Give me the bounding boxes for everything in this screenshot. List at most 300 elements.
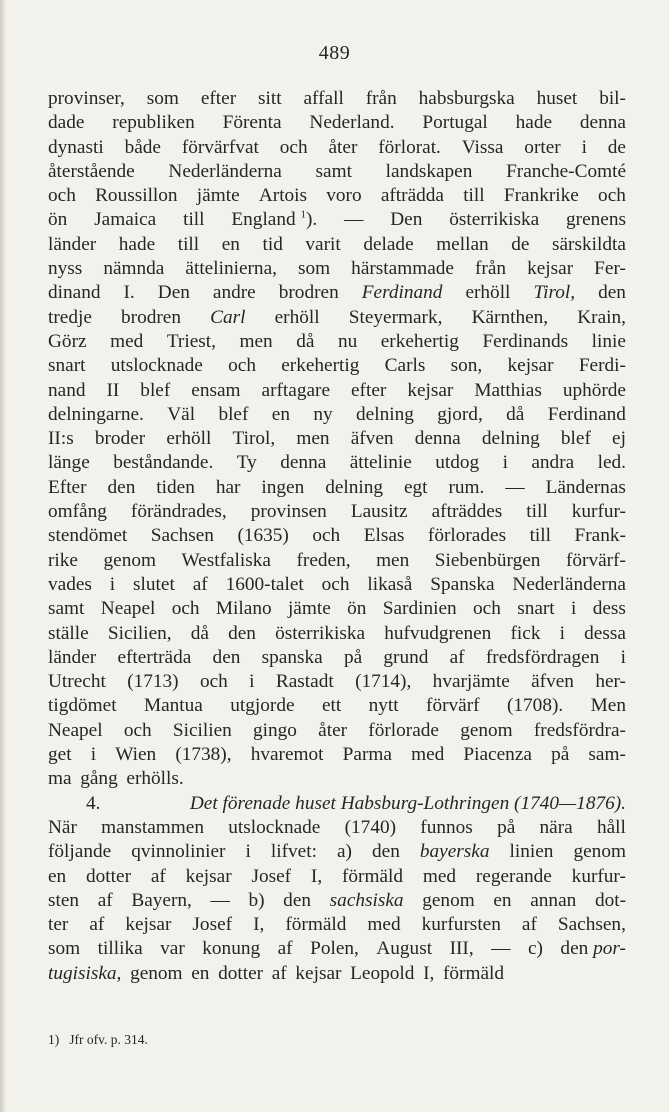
word: af [277, 938, 293, 960]
word: denna [414, 428, 461, 450]
word: son, [450, 355, 483, 377]
word: efter [351, 379, 387, 401]
word: på [551, 744, 570, 766]
word: I. [123, 282, 135, 304]
word: (1635) [237, 525, 289, 547]
word: — [210, 889, 230, 911]
word: förlorade [368, 719, 439, 741]
word: habsburgska [418, 88, 515, 109]
word: af [271, 962, 287, 984]
word: med [110, 330, 144, 352]
word: tiden [156, 476, 195, 498]
word: förändrades, [130, 501, 227, 523]
word: nämnda [103, 258, 165, 280]
text-line [48, 501, 626, 525]
word: i [620, 646, 626, 668]
word: Ferdinands [482, 330, 569, 352]
word: delning [481, 428, 540, 450]
word: Westfaliska [181, 549, 271, 571]
word: Ferdinand [547, 403, 626, 425]
word: och [228, 355, 256, 377]
word: i [502, 452, 508, 474]
word: och [199, 671, 228, 693]
text-line [48, 137, 626, 161]
word: Den [157, 282, 190, 304]
word: Matthias [474, 379, 542, 401]
word: men [296, 428, 330, 450]
word: ett [321, 695, 342, 717]
word: Tirol, [232, 428, 276, 450]
word: regerande [475, 865, 552, 887]
word: kurfur- [571, 501, 626, 523]
word: Roussillon [95, 185, 178, 207]
word: med [411, 744, 445, 766]
word: och [321, 573, 350, 595]
word: och [279, 136, 308, 158]
word: III, [449, 938, 474, 960]
word: då [190, 622, 209, 644]
word: följande [48, 841, 112, 863]
word: till [529, 525, 552, 547]
word: återstående [48, 160, 135, 182]
word: blef [560, 428, 591, 450]
word: nyss [48, 258, 83, 280]
word: på [343, 646, 363, 668]
word: likaså [367, 573, 413, 595]
word: Franche-Comté [506, 160, 626, 182]
text-line [48, 574, 626, 598]
word: erhöll [274, 306, 320, 328]
word: de [511, 233, 530, 255]
word: bayerska [419, 841, 490, 863]
word: kejsar [185, 865, 232, 887]
word: och [123, 719, 152, 741]
word: på [497, 816, 516, 838]
word: c) [527, 938, 543, 960]
word: håll [596, 816, 626, 838]
word: de [607, 136, 626, 158]
word: förvärfvat [181, 136, 259, 158]
text-line [48, 671, 626, 695]
word: fredsfördragen [485, 646, 600, 668]
word: republiken [112, 112, 195, 134]
word: och [473, 598, 501, 620]
word: Görz [48, 330, 87, 352]
word: den [107, 476, 136, 498]
word: gingo [253, 719, 297, 741]
word: ön [347, 598, 367, 620]
word: ter [48, 914, 69, 936]
word: genom [103, 549, 156, 571]
word: tid [262, 233, 283, 255]
text-line [48, 598, 626, 622]
word: ensam [191, 379, 241, 401]
word: dade [48, 112, 85, 134]
word: Förenta [222, 112, 282, 134]
word: rike [48, 549, 78, 571]
word: förmäld [285, 914, 347, 936]
word: sachsiska [329, 889, 404, 911]
word: — [344, 209, 364, 231]
text-line [48, 380, 626, 404]
word: kejsar [507, 355, 554, 377]
word: freden, [296, 549, 351, 571]
word: omfång [48, 501, 107, 523]
word: beståndande. [113, 452, 214, 474]
word: från [365, 88, 397, 109]
word: en [48, 865, 67, 887]
word: af [150, 865, 166, 887]
word: utslocknade [228, 816, 321, 838]
word: särskildta [551, 233, 626, 255]
text-line [48, 477, 626, 501]
word: mellan [436, 233, 489, 255]
word: äfven [350, 428, 394, 450]
word: ättelinie [349, 452, 412, 474]
text-line [48, 428, 626, 452]
word: II:s [48, 428, 74, 450]
word: äfven [531, 671, 574, 693]
text-line [48, 890, 626, 914]
word: snart [48, 355, 86, 377]
word: en [191, 962, 210, 984]
word: Josef [192, 914, 233, 936]
word: då [296, 330, 315, 352]
text-line [48, 647, 626, 671]
word: kejsar [295, 962, 342, 984]
word: stendömet [48, 525, 128, 547]
word: provinsen [250, 501, 327, 523]
word: Carls [384, 355, 426, 377]
text-line [48, 282, 626, 306]
word: den por- [560, 938, 626, 960]
word: ny [313, 403, 333, 425]
word: I, [253, 914, 265, 936]
word: den [598, 282, 626, 304]
word: 1600-talet [225, 573, 304, 595]
word: utdog [435, 452, 480, 474]
word: sten [48, 889, 80, 911]
word: blef [218, 403, 249, 425]
word: gjord, [437, 403, 483, 425]
word: en [221, 233, 240, 255]
word: men [239, 330, 273, 352]
word: linien [509, 841, 554, 863]
word: af [97, 889, 113, 911]
word: förvärf- [565, 549, 626, 571]
word: Det förenade huset Habsburg-Lothringen (1740—1876). [189, 792, 626, 814]
word: tillika [97, 938, 143, 960]
text-line [48, 550, 626, 574]
text-line [48, 793, 626, 817]
word: förlorades [427, 525, 507, 547]
word: (1708). [506, 695, 564, 717]
word: tugisiska, [48, 962, 122, 984]
word: den [283, 889, 312, 911]
word: från [475, 258, 507, 280]
word: i [559, 622, 565, 644]
word: som [297, 258, 331, 280]
word: genom [130, 962, 183, 984]
word: (1740) [344, 816, 397, 838]
word: Efter [48, 476, 87, 498]
word: efterträda [117, 646, 192, 668]
word: Parma [342, 744, 392, 766]
word: åter [328, 136, 358, 158]
word: arftagare [261, 379, 331, 401]
word: broder [94, 428, 146, 450]
word: Piacenza [463, 744, 532, 766]
word: ma [48, 768, 72, 790]
word: Nederländerna [168, 160, 282, 182]
word: Sicilien, [107, 622, 172, 644]
word: länder [48, 646, 97, 668]
body-text [48, 88, 626, 987]
word: länder [48, 233, 97, 255]
word: orter [524, 136, 561, 158]
word: ättelinierna, [185, 258, 277, 280]
word: österrikiska [449, 209, 540, 231]
word: dot- [594, 889, 626, 911]
word: och [312, 525, 341, 547]
word: led. [597, 452, 626, 474]
word: kurfursten [421, 914, 501, 936]
word: nytt [368, 695, 399, 717]
word: ställe [48, 622, 89, 644]
text-line [48, 234, 626, 258]
word: erhöll [166, 428, 212, 450]
word: Milano [215, 598, 272, 620]
word: till [183, 209, 205, 231]
word: i [249, 671, 255, 693]
word: samt [315, 160, 352, 182]
text-line [48, 866, 626, 890]
word: Triest, [166, 330, 216, 352]
text-line [48, 841, 626, 865]
word: kejsar [407, 379, 454, 401]
word: ej [612, 428, 626, 450]
word: förmäld [442, 962, 505, 984]
word: både [124, 136, 161, 158]
word: Elsas [363, 525, 405, 547]
word: afträddes [431, 501, 503, 523]
text-line [48, 355, 626, 379]
word: vades [48, 573, 92, 595]
word: i [90, 744, 97, 766]
word: England $^1$). [231, 209, 318, 231]
word: Polen, [310, 938, 359, 960]
text-line [48, 88, 626, 112]
word: linie [591, 330, 626, 352]
word: erhölls. [126, 768, 184, 790]
text-line [48, 404, 626, 428]
word: jämte [196, 185, 240, 207]
word: uphörde [562, 379, 626, 401]
word: Den [390, 209, 423, 231]
word: (1738), [175, 744, 232, 766]
word: Frank- [574, 525, 626, 547]
word: sitt [258, 88, 282, 109]
word: nand [48, 379, 86, 401]
word: Lausitz [350, 501, 408, 523]
word: jämte [287, 598, 331, 620]
word: Rastadt [275, 671, 334, 693]
word: sam- [588, 744, 626, 766]
text-line [48, 161, 626, 185]
word: af [192, 573, 208, 595]
word: dotter [218, 962, 264, 984]
word: Sardinien [382, 598, 457, 620]
word: Wien [115, 744, 157, 766]
word: Leopold [350, 962, 415, 984]
word: (1713) [127, 671, 179, 693]
word: kejsar [125, 914, 172, 936]
word: delning [325, 476, 384, 498]
word: gång [80, 768, 118, 790]
word: länge [48, 452, 90, 474]
word: Carl [210, 306, 246, 328]
word: en [493, 889, 512, 911]
word: Sachsen, [557, 914, 626, 936]
text-line [48, 744, 626, 768]
word: har [215, 476, 241, 498]
word: härstammade [351, 258, 454, 280]
text-line [48, 258, 626, 282]
word: af [521, 914, 537, 936]
word: kejsar [527, 258, 574, 280]
word: Väl [167, 403, 196, 425]
word: erkehertig [281, 355, 360, 377]
word: Neapel [100, 598, 156, 620]
text-line [48, 623, 626, 647]
word: som [146, 88, 179, 109]
word: Portugal [422, 112, 488, 134]
word: get [48, 744, 72, 766]
word: den [372, 841, 400, 863]
word: landskapen [385, 160, 473, 182]
word: Sachsen [150, 525, 214, 547]
footnote-text: Jfr ofv. p. 314. [69, 1032, 148, 1047]
word: af [89, 914, 105, 936]
word: och [48, 185, 76, 207]
word: her- [595, 671, 626, 693]
page-number: 489 [318, 42, 351, 64]
word: hade [118, 233, 156, 255]
word: Artois [258, 185, 308, 207]
word: I, [423, 962, 435, 984]
word: dinand [48, 282, 101, 304]
word: Sicilien [172, 719, 232, 741]
word: 4. [86, 792, 101, 814]
footnote [48, 1032, 148, 1048]
text-line [48, 695, 626, 719]
word: — [505, 476, 525, 498]
word: provinser, [48, 88, 125, 109]
word: qvinnolinier [131, 841, 226, 863]
word: till [463, 185, 485, 207]
word: Ferdi- [578, 355, 626, 377]
word: hvaremot [250, 744, 324, 766]
word: erhöll [465, 282, 511, 304]
word: till [526, 501, 548, 523]
word: slutet [133, 573, 175, 595]
word: funnos [420, 816, 473, 838]
word: dynasti [48, 136, 104, 158]
word: — [491, 938, 511, 960]
word: denna [280, 452, 327, 474]
word: med [422, 865, 457, 887]
word: i [245, 841, 251, 863]
text-line [48, 112, 626, 136]
word: Neapel [48, 719, 103, 741]
word: snart [517, 598, 555, 620]
word: fredsfördra- [533, 719, 626, 741]
text-line [48, 331, 626, 355]
word: voro [326, 185, 362, 207]
word: huset [536, 88, 578, 109]
word: Tirol, [533, 282, 576, 304]
word: lifvet: [270, 841, 317, 863]
word: brodren [121, 306, 181, 328]
text-line [48, 768, 626, 792]
word: Jamaica [94, 209, 157, 231]
word: rum. [448, 476, 485, 498]
word: genom [422, 889, 475, 911]
word: andre [212, 282, 256, 304]
word: konung [202, 938, 261, 960]
word: Frankrike [503, 185, 579, 207]
word: nära [539, 816, 573, 838]
text-line [48, 817, 626, 841]
word: Ländernas [545, 476, 626, 498]
word: Utrecht [48, 671, 106, 693]
word: Josef [251, 865, 292, 887]
word: Men [590, 695, 626, 717]
word: den [228, 622, 256, 644]
word: genom [573, 841, 626, 863]
word: affall [303, 88, 344, 109]
word: erkehertig [380, 330, 459, 352]
page-binding-edge [0, 0, 6, 1112]
word: egt [403, 476, 428, 498]
word: i [571, 598, 577, 620]
word: i [109, 573, 116, 595]
word: manstammen [101, 816, 204, 838]
word: den [212, 646, 241, 668]
footnote-marker: 1) [48, 1032, 60, 1047]
text-line [48, 938, 626, 962]
word: förvärf [426, 695, 480, 717]
word: ön [48, 209, 68, 231]
word: tredje [48, 306, 92, 328]
word: Krain, [577, 306, 626, 328]
word: åter [318, 719, 348, 741]
word: Ty [236, 452, 257, 474]
word: annan [530, 889, 577, 911]
word: efter [200, 88, 237, 109]
word: (1714), [355, 671, 412, 693]
word: andra [531, 452, 575, 474]
text-line [48, 452, 626, 476]
word: denna [579, 112, 626, 134]
word: Bayern, [131, 889, 192, 911]
word: delade [363, 233, 414, 255]
text-line [48, 209, 626, 233]
word: b) [248, 889, 265, 911]
word: Steyermark, [348, 306, 443, 328]
word: af [449, 646, 465, 668]
word: österrikiska [275, 622, 366, 644]
